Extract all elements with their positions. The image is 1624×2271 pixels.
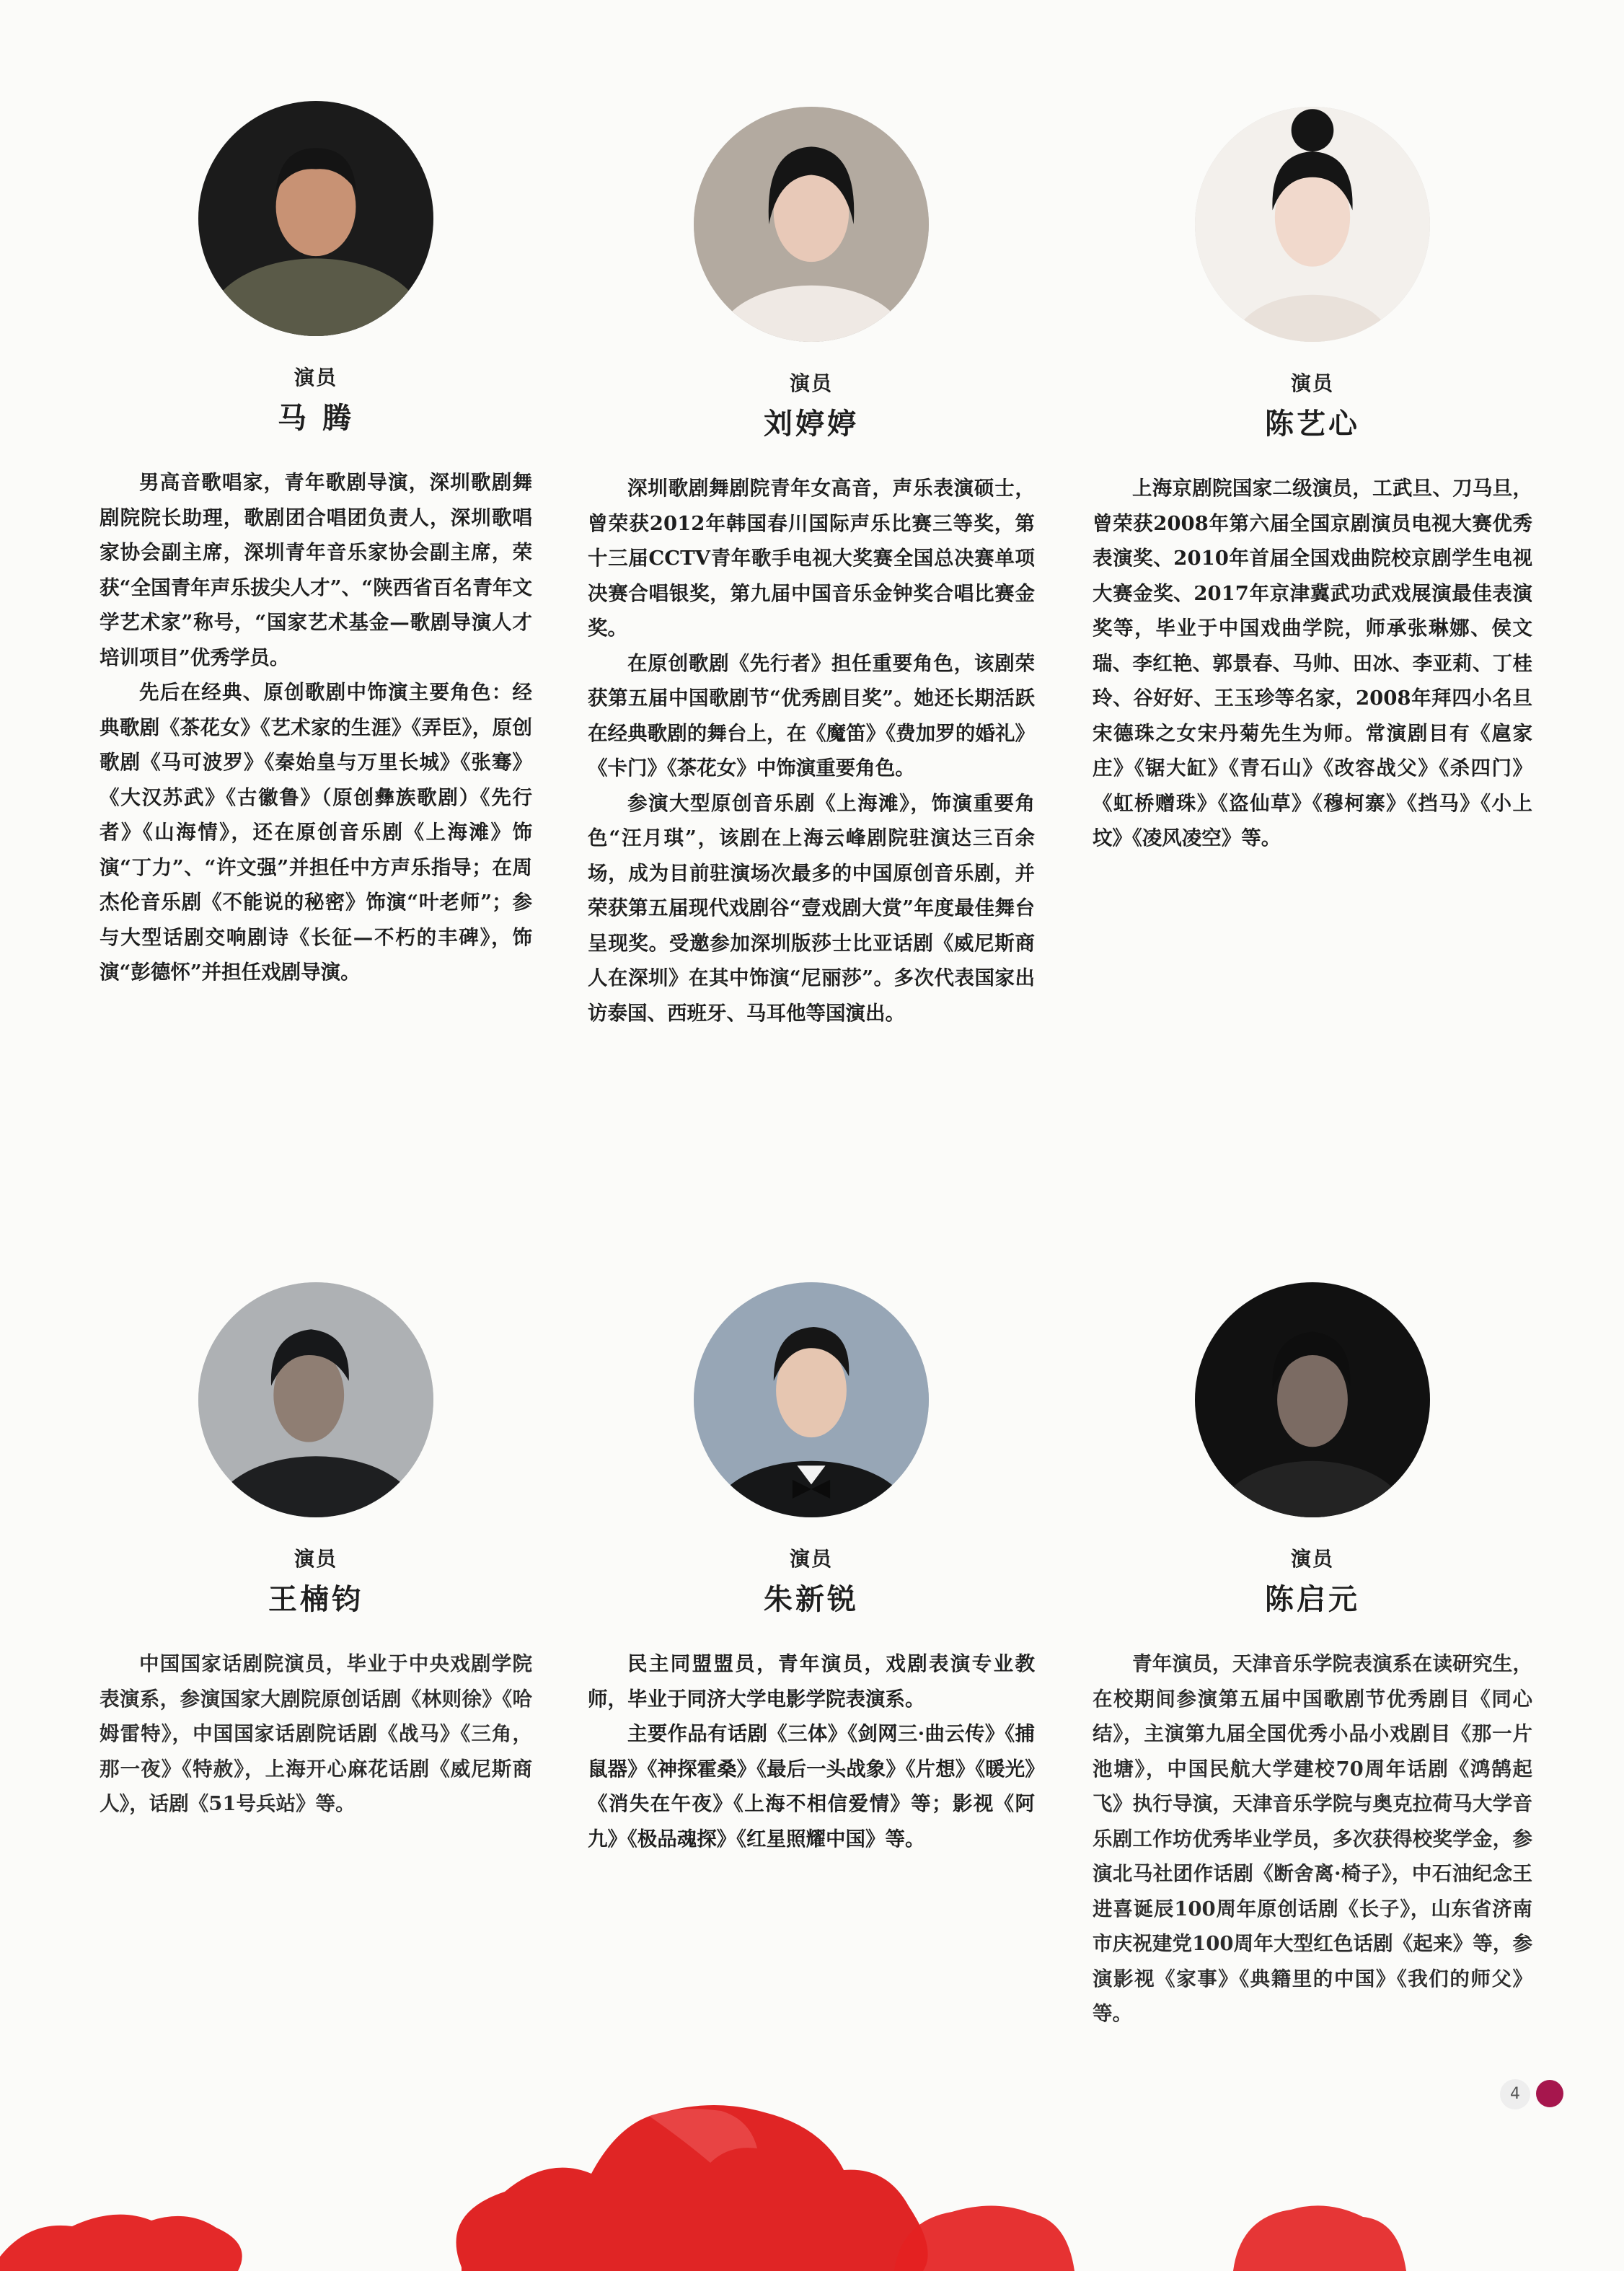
bio-paragraph: 深圳歌剧舞剧院青年女高音，声乐表演硕士，曾荣获2012年韩国春川国际声乐比赛三等奖，第十三届CCTV青年歌手电视大奖赛全国总决赛单项决赛合唱银奖，第九届中国音乐金钟奖合唱比赛金奖。 (588, 477, 1035, 640)
performer-bio (588, 471, 1035, 1031)
portrait-image (198, 101, 433, 336)
portrait-image (198, 1282, 433, 1517)
portrait-image (694, 107, 929, 342)
role-label: 演员 (294, 366, 337, 389)
bio-paragraph: 男高音歌唱家，青年歌剧导演，深圳歌剧舞剧院院长助理，歌剧团合唱团负责人，深圳歌唱家协会副主席，深圳青年音乐家协会副主席，荣获“全国青年声乐拔尖人才”、“陕西省百名青年文学艺术家”称号，“国家艺术基金—歌剧导演人才培训项目”优秀学员。 (100, 471, 532, 669)
portrait-photo (198, 1282, 433, 1517)
role-label: 演员 (789, 1547, 833, 1571)
profile-ma-teng (100, 101, 532, 990)
performer-bio (1093, 1646, 1532, 2032)
role-label: 演员 (1290, 371, 1334, 395)
profile-chen-yixin (1093, 107, 1532, 856)
performer-bio (100, 1646, 532, 1822)
bio-paragraph: 主要作品有话剧《三体》《剑网三·曲云传》《捕鼠器》《神探霍桑》《最后一头战象》《片想》《暖光》《消失在午夜》《上海不相信爱情》等；影视《阿九》《极品魂探》《红星照耀中国》等。 (588, 1722, 1035, 1851)
profile-chen-qiyuan (1093, 1282, 1532, 2032)
role-label: 演员 (1290, 1547, 1334, 1571)
portrait-image (1195, 107, 1430, 342)
performer-name: 陈启元 (1265, 1582, 1360, 1616)
portrait-image (1195, 1282, 1430, 1517)
bio-paragraph: 在原创歌剧《先行者》担任重要角色，该剧荣获第五届中国歌剧节“优秀剧目奖”。她还长期活跃在经典歌剧的舞台上，在《魔笛》《费加罗的婚礼》《卡门》《茶花女》中饰演重要角色。 (588, 651, 1035, 780)
portrait-photo (1195, 1282, 1430, 1517)
bio-paragraph: 民主同盟盟员，青年演员，戏剧表演专业教师，毕业于同济大学电影学院表演系。 (588, 1652, 1035, 1711)
portrait-image (694, 1282, 929, 1517)
bio-paragraph: 参演大型原创音乐剧《上海滩》，饰演重要角色“汪月琪”，该剧在上海云峰剧院驻演达三百余场，成为目前驻演场次最多的中国原创音乐剧，并荣获第五届现代戏剧谷“壹戏剧大赏”年度最佳舞台呈现奖。受邀参加深圳版莎士比亚话剧《威尼斯商人在深圳》在其中饰演“尼丽莎”。多次代表国家出访泰国、西班牙、马耳他等国演出。 (588, 791, 1035, 1025)
role-label: 演员 (789, 371, 833, 395)
performer-name: 王楠钧 (268, 1582, 363, 1616)
profile-wang-nanjun (100, 1282, 532, 1822)
portrait-photo (1195, 107, 1430, 342)
bio-paragraph: 先后在经典、原创歌剧中饰演主要角色：经典歌剧《茶花女》《艺术家的生涯》《弄臣》，原创歌剧《马可波罗》《秦始皇与万里长城》《张骞》《大汉苏武》《古徽鲁》（原创彝族歌剧）《先行者》《山海情》，还在原创音乐剧《上海滩》饰演“丁力”、“许文强”并担任中方声乐指导；在周杰伦音乐剧《不能说的秘密》饰演“叶老师”；参与大型话剧交响剧诗《长征—不朽的丰碑》，饰演“彭德怀”并担任戏剧导演。 (100, 681, 532, 984)
bio-paragraph: 上海京剧院国家二级演员，工武旦、刀马旦，曾荣获2008年第六届全国京剧演员电视大赛优秀表演奖、2010年首届全国戏曲院校京剧学生电视大赛金奖、2017年京津冀武功武戏展演最佳表演奖等，毕业于中国戏曲学院，师承张琳娜、侯文瑞、李红艳、郭景春、马帅、田冰、李亚莉、丁桂玲、谷好好、王玉珍等名家，2008年拜四小名旦宋德珠之女宋丹菊先生为师。常演剧目有《扈家庄》《锯大缸》《青石山》《改容战父》《杀四门》《虹桥赠珠》《盗仙草》《穆柯寨》《挡马》《小上坟》《凌风凌空》等。 (1093, 477, 1532, 850)
page-number: 4 (1500, 2079, 1530, 2109)
performer-name: 朱新锐 (764, 1582, 859, 1616)
performer-bio (100, 465, 532, 990)
profile-liu-tingting (588, 107, 1035, 1031)
profile-zhu-xinrui (588, 1282, 1035, 1856)
portrait-photo (694, 107, 929, 342)
bio-paragraph: 中国国家话剧院演员，毕业于中央戏剧学院表演系，参演国家大剧院原创话剧《林则徐》《哈姆雷特》，中国国家话剧院话剧《战马》《三角，那一夜》《特赦》，上海开心麻花话剧《威尼斯商人》，话剧《51号兵站》等。 (100, 1652, 532, 1815)
performer-name: 陈艺心 (1265, 407, 1360, 441)
portrait-photo (198, 101, 433, 336)
bio-paragraph: 青年演员，天津音乐学院表演系在读研究生，在校期间参演第五届中国歌剧节优秀剧目《同心结》，主演第九届全国优秀小品小戏剧目《那一片池塘》，中国民航大学建校70周年话剧《鸿鹄起飞》执行导演，天津音乐学院与奥克拉荷马大学音乐剧工作坊优秀毕业学员，多次获得校奖学金，参演北马社团作话剧《断舍离·椅子》，中石油纪念王进喜诞辰100周年原创话剧《长子》，山东省济南市庆祝建党100周年大型红色话剧《起来》等，参演影视《家事》《典籍里的中国》《我们的师父》等。 (1093, 1652, 1532, 2025)
portrait-photo (694, 1282, 929, 1517)
red-papercut-decoration (0, 2040, 1624, 2271)
performer-bio (588, 1646, 1035, 1856)
performer-name: 马 腾 (278, 401, 354, 435)
role-label: 演员 (294, 1547, 337, 1571)
performer-bio (1093, 471, 1532, 856)
performer-name: 刘婷婷 (764, 407, 859, 441)
page-dot-icon (1536, 2080, 1563, 2107)
